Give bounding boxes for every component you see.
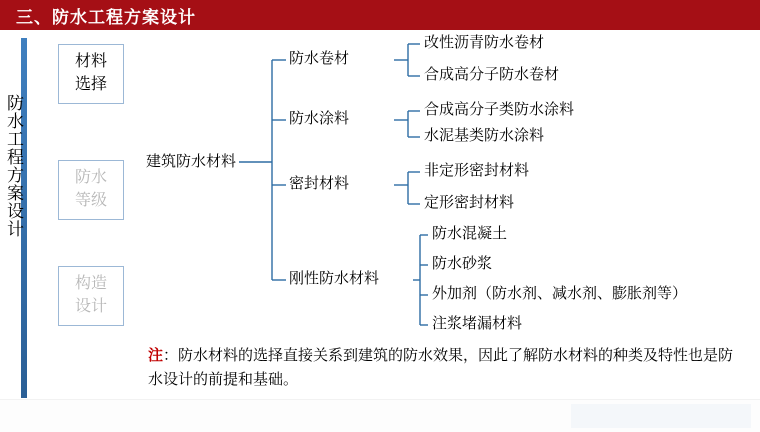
tree-branch-3-label: 密封材料 (289, 175, 350, 192)
tree-leaf-3-1: 非定形密封材料 (424, 162, 530, 179)
title-underline (0, 30, 760, 33)
tree-leaf-4-1: 防水混凝土 (432, 225, 508, 242)
bottom-tab (571, 404, 751, 428)
stage-box-waterproof-grade[interactable] (58, 160, 124, 220)
left-vertical-title: 防水工程方案设计 (4, 94, 23, 238)
stage-1-line2: 选择 (74, 76, 107, 93)
tree-branch-2-label: 防水涂料 (289, 110, 350, 127)
stage-2-line2: 等级 (74, 192, 107, 209)
note-text: 防水材料的选择直接关系到建筑的防水效果，因此了解防水材料的种类及特性也是防水设计的前提和基础。 (148, 347, 734, 388)
page-title: 三、防水工程方案设计 (16, 8, 196, 27)
stage-3-line2: 设计 (74, 298, 107, 315)
tree-leaf-4-4: 注浆堵漏材料 (432, 315, 523, 332)
tree-leaf-3-2: 定形密封材料 (424, 194, 515, 211)
note-separator: ： (163, 347, 179, 364)
stage-box-material-selection[interactable] (58, 44, 124, 104)
tree-leaf-2-2: 水泥基类防水涂料 (424, 127, 545, 144)
tree-leaf-2-1: 合成高分子类防水涂料 (424, 101, 575, 118)
tree-leaf-4-3: 外加剂（防水剂、减水剂、膨胀剂等） (432, 285, 688, 302)
tree-leaf-4-2: 防水砂浆 (432, 255, 493, 272)
stage-1-line1: 材料 (74, 53, 107, 70)
stage-box-structure-design[interactable] (58, 266, 124, 326)
stage-3-line1: 构造 (74, 275, 107, 292)
stage-2-line1: 防水 (74, 169, 107, 186)
tree-root-label: 建筑防水材料 (146, 153, 237, 170)
tree-leaf-1-1: 改性沥青防水卷材 (424, 34, 545, 51)
tree-branch-1-label: 防水卷材 (289, 50, 350, 67)
note-block (148, 344, 738, 392)
tree-leaf-1-2: 合成高分子防水卷材 (424, 66, 560, 83)
note-label: 注 (148, 347, 164, 364)
tree-branch-4-label: 刚性防水材料 (289, 270, 380, 287)
